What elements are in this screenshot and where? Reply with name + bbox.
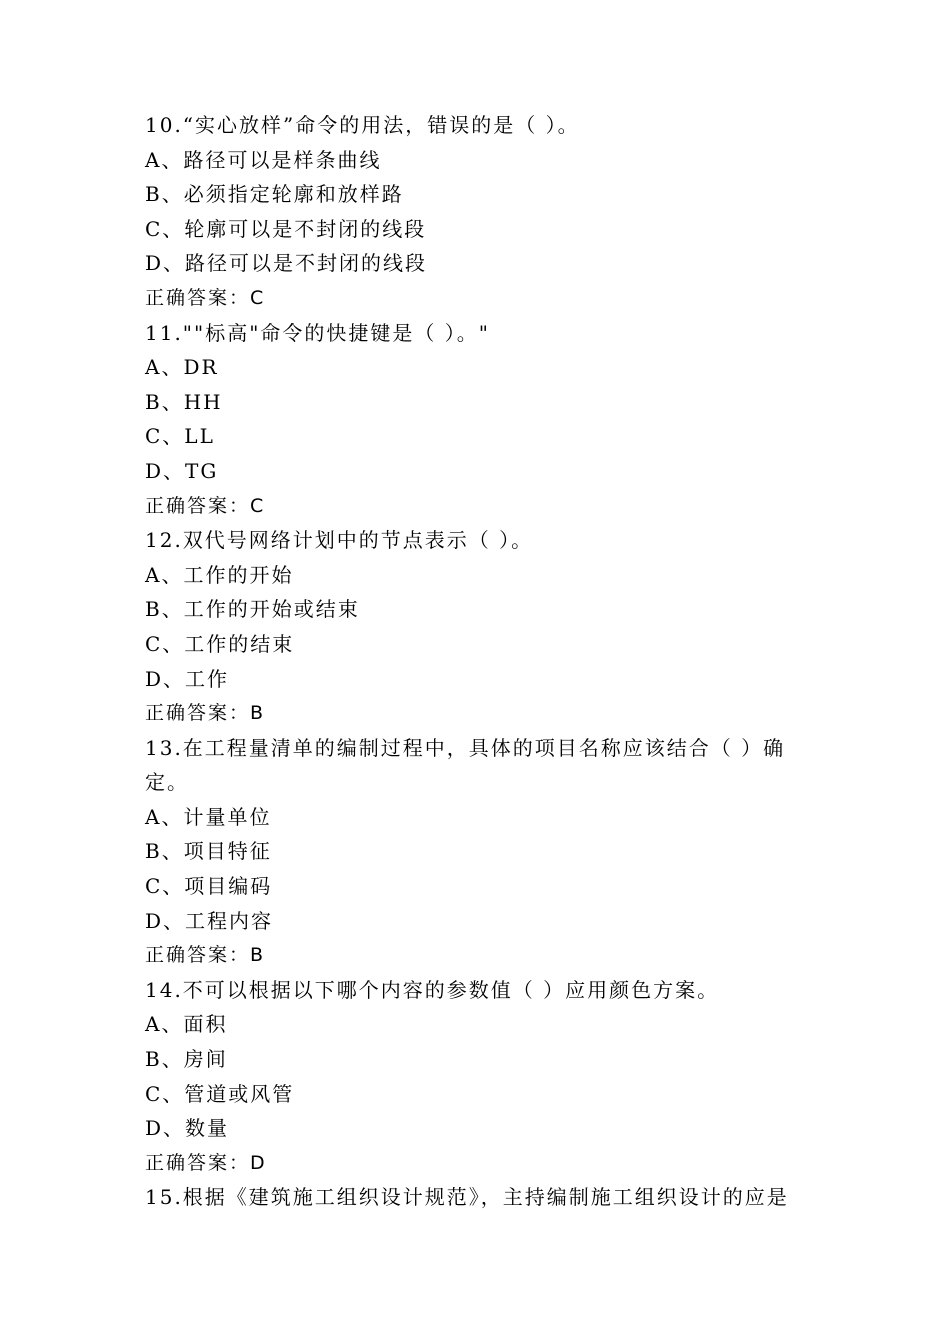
option-b: B、项目特征 (145, 839, 272, 864)
correct-answer: 正确答案：D (145, 1151, 267, 1174)
question-stem-line-2: 定。 (145, 770, 189, 795)
question-stem-line-1: 13.在工程量清单的编制过程中，具体的项目名称应该结合（ ）确 (145, 735, 786, 760)
option-a: A、工作的开始 (145, 562, 294, 587)
correct-answer: 正确答案：C (145, 494, 266, 517)
option-a: A、计量单位 (145, 804, 272, 829)
option-b: B、房间 (145, 1047, 228, 1072)
option-c: C、工作的结束 (145, 631, 295, 656)
question-stem: 14.不可以根据以下哪个内容的参数值（ ）应用颜色方案。 (145, 977, 720, 1002)
option-b: B、HH (145, 389, 223, 414)
question-14 (145, 973, 815, 1181)
option-d: D、工程内容 (145, 908, 274, 933)
question-11 (145, 316, 815, 524)
question-15 (145, 1180, 815, 1215)
option-d: D、TG (145, 458, 219, 483)
option-c: C、LL (145, 424, 215, 449)
question-12 (145, 523, 815, 731)
option-c: C、项目编码 (145, 874, 273, 899)
option-d: D、工作 (145, 666, 230, 691)
option-b: B、工作的开始或结束 (145, 597, 360, 622)
option-a: A、DR (145, 355, 219, 380)
option-d: D、路径可以是不封闭的线段 (145, 251, 428, 276)
option-a: A、面积 (145, 1012, 228, 1037)
question-list (145, 108, 815, 1215)
correct-answer: 正确答案：B (145, 702, 266, 725)
option-a: A、路径可以是样条曲线 (145, 147, 382, 172)
question-13 (145, 731, 815, 973)
question-stem: 11.""标高"命令的快捷键是（ ）。" (145, 320, 490, 345)
option-c: C、管道或风管 (145, 1081, 295, 1106)
question-stem: 12.双代号网络计划中的节点表示（ ）。 (145, 528, 534, 553)
correct-answer: 正确答案：B (145, 944, 266, 967)
question-stem: 10.“实心放样”命令的用法，错误的是（ ）。 (145, 113, 580, 137)
option-d: D、数量 (145, 1116, 230, 1141)
correct-answer: 正确答案：C (145, 286, 266, 309)
question-stem: 15.根据《建筑施工组织设计规范》，主持编制施工组织设计的应是 (145, 1185, 789, 1210)
option-b: B、必须指定轮廓和放样路 (145, 182, 404, 207)
option-c: C、轮廓可以是不封闭的线段 (145, 216, 427, 241)
question-10 (145, 108, 815, 316)
